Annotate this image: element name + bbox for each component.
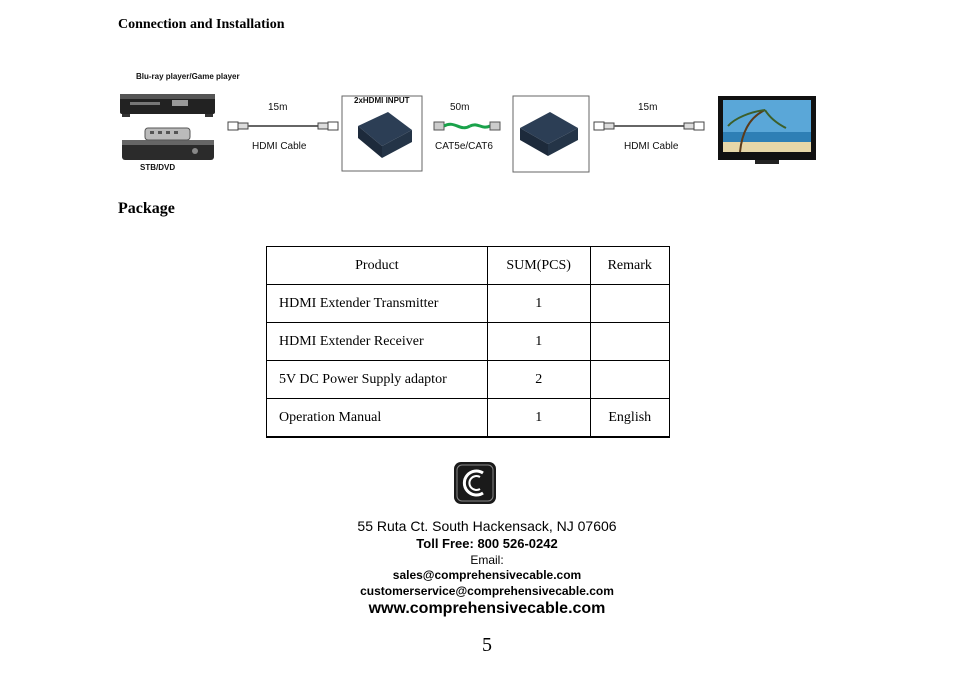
company-address: 55 Ruta Ct. South Hackensack, NJ 07606 [357, 518, 617, 534]
header-product: Product [267, 247, 488, 285]
cell-remark [590, 285, 669, 323]
cable1-length: 15m [268, 102, 288, 113]
table-header-row [267, 247, 670, 285]
table-row [267, 285, 670, 323]
cell-sum: 1 [487, 323, 590, 361]
hdmi-input-label: 2xHDMI INPUT [354, 96, 410, 105]
cat-label: CAT5e/CAT6 [435, 141, 493, 152]
header-remark: Remark [590, 247, 669, 285]
table-row [267, 399, 670, 438]
cell-product: HDMI Extender Receiver [267, 323, 488, 361]
transmitter-image [342, 96, 422, 171]
cell-product: HDMI Extender Transmitter [267, 285, 488, 323]
receiver-image [513, 96, 589, 172]
customer-service-email-link[interactable]: customerservice@comprehensivecable.com [360, 584, 614, 598]
company-logo [453, 461, 497, 505]
email-label: Email: [470, 553, 504, 567]
hdmi-cable-2-icon [594, 122, 704, 130]
connection-diagram [110, 82, 830, 182]
section-heading-connection: Connection and Installation [118, 17, 285, 32]
stb-dvd-label: STB/DVD [140, 163, 176, 172]
stb-dvd-icon [122, 128, 214, 160]
website-link[interactable]: www.comprehensivecable.com [368, 600, 606, 617]
cable1-label: HDMI Cable [252, 141, 307, 152]
table-row [267, 361, 670, 399]
cell-sum: 2 [487, 361, 590, 399]
source-device-label: Blu-ray player/Game player [136, 72, 240, 81]
cell-sum: 1 [487, 399, 590, 438]
cat-length: 50m [450, 102, 470, 113]
tv-icon [718, 96, 816, 164]
package-table [266, 246, 670, 438]
header-sum: SUM(PCS) [487, 247, 590, 285]
cell-remark [590, 323, 669, 361]
sales-email-link[interactable]: sales@comprehensivecable.com [392, 568, 582, 582]
page-number: 5 [482, 634, 492, 656]
section-heading-package: Package [118, 200, 175, 217]
toll-free-number: Toll Free: 800 526-0242 [416, 536, 558, 551]
bluray-player-icon [120, 94, 215, 117]
cell-remark: English [590, 399, 669, 438]
cable2-length: 15m [638, 102, 658, 113]
cell-product: Operation Manual [267, 399, 488, 438]
hdmi-cable-1-icon [228, 122, 338, 130]
cell-remark [590, 361, 669, 399]
cable2-label: HDMI Cable [624, 141, 679, 152]
cat-cable-icon [434, 122, 500, 130]
cell-sum: 1 [487, 285, 590, 323]
table-row [267, 323, 670, 361]
cell-product: 5V DC Power Supply adaptor [267, 361, 488, 399]
